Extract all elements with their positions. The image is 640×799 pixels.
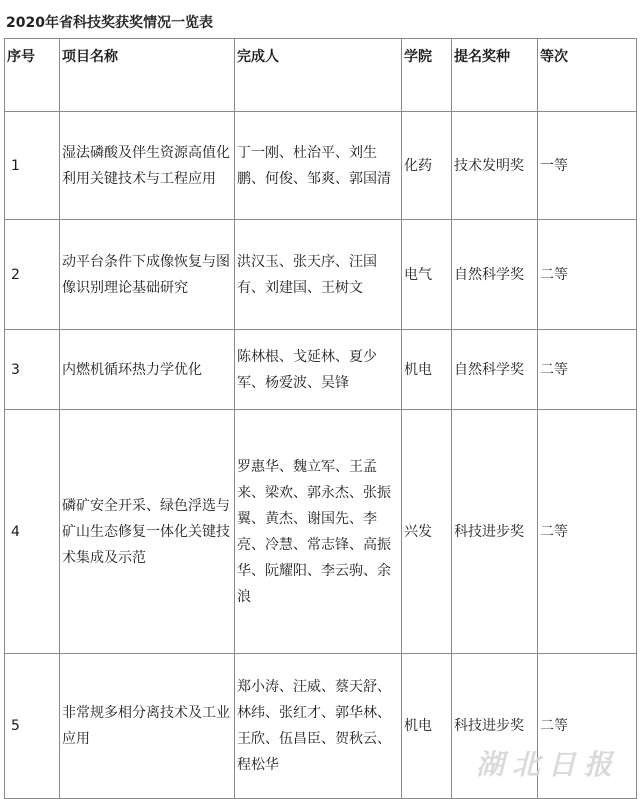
cell-award: 科技进步奖 (452, 410, 538, 654)
header-project: 项目名称 (60, 39, 235, 112)
table-header-row (5, 39, 637, 112)
cell-college: 兴发 (402, 410, 452, 654)
header-people: 完成人 (235, 39, 402, 112)
table-row (5, 330, 637, 410)
cell-award: 技术发明奖 (452, 112, 538, 220)
cell-people: 陈林根、戈延林、夏少军、杨爱波、吴锋 (235, 330, 402, 410)
cell-people: 洪汉玉、张天序、汪国有、刘建国、王树文 (235, 220, 402, 330)
cell-grade: 二等 (538, 330, 637, 410)
cell-no: 2 (5, 220, 60, 330)
header-award: 提名奖种 (452, 39, 538, 112)
header-no: 序号 (5, 39, 60, 112)
cell-grade: 二等 (538, 654, 637, 799)
cell-grade: 二等 (538, 410, 637, 654)
table-row (5, 410, 637, 654)
cell-no: 5 (5, 654, 60, 799)
cell-college: 机电 (402, 654, 452, 799)
cell-people: 郑小涛、汪威、蔡天舒、林纬、张红才、郭华林、王欣、伍昌臣、贺秋云、程松华 (235, 654, 402, 799)
cell-grade: 一等 (538, 112, 637, 220)
cell-project: 磷矿安全开采、绿色浮选与矿山生态修复一体化关键技术集成及示范 (60, 410, 235, 654)
cell-no: 1 (5, 112, 60, 220)
cell-project: 湿法磷酸及伴生资源高值化利用关键技术与工程应用 (60, 112, 235, 220)
cell-award: 科技进步奖 (452, 654, 538, 799)
header-grade: 等次 (538, 39, 637, 112)
table-row (5, 220, 637, 330)
cell-project: 非常规多相分离技术及工业应用 (60, 654, 235, 799)
cell-award: 自然科学奖 (452, 220, 538, 330)
cell-people: 丁一刚、杜治平、刘生鹏、何俊、邹爽、郭国清 (235, 112, 402, 220)
table-row (5, 112, 637, 220)
cell-grade: 二等 (538, 220, 637, 330)
award-table (4, 38, 637, 799)
cell-project: 内燃机循环热力学优化 (60, 330, 235, 410)
cell-no: 4 (5, 410, 60, 654)
cell-college: 电气 (402, 220, 452, 330)
cell-college: 化药 (402, 112, 452, 220)
cell-college: 机电 (402, 330, 452, 410)
cell-award: 自然科学奖 (452, 330, 538, 410)
cell-people: 罗惠华、魏立军、王孟来、梁欢、郭永杰、张振翼、黄杰、谢国先、李亮、冷慧、常志锋、高振华、阮耀阳、李云驹、余浪 (235, 410, 402, 654)
table-title: 2020年省科技奖获奖情况一览表 (6, 15, 213, 31)
header-college: 学院 (402, 39, 452, 112)
newspaper-watermark: 湖北日报 (475, 748, 620, 781)
cell-project: 动平台条件下成像恢复与图像识别理论基础研究 (60, 220, 235, 330)
cell-no: 3 (5, 330, 60, 410)
